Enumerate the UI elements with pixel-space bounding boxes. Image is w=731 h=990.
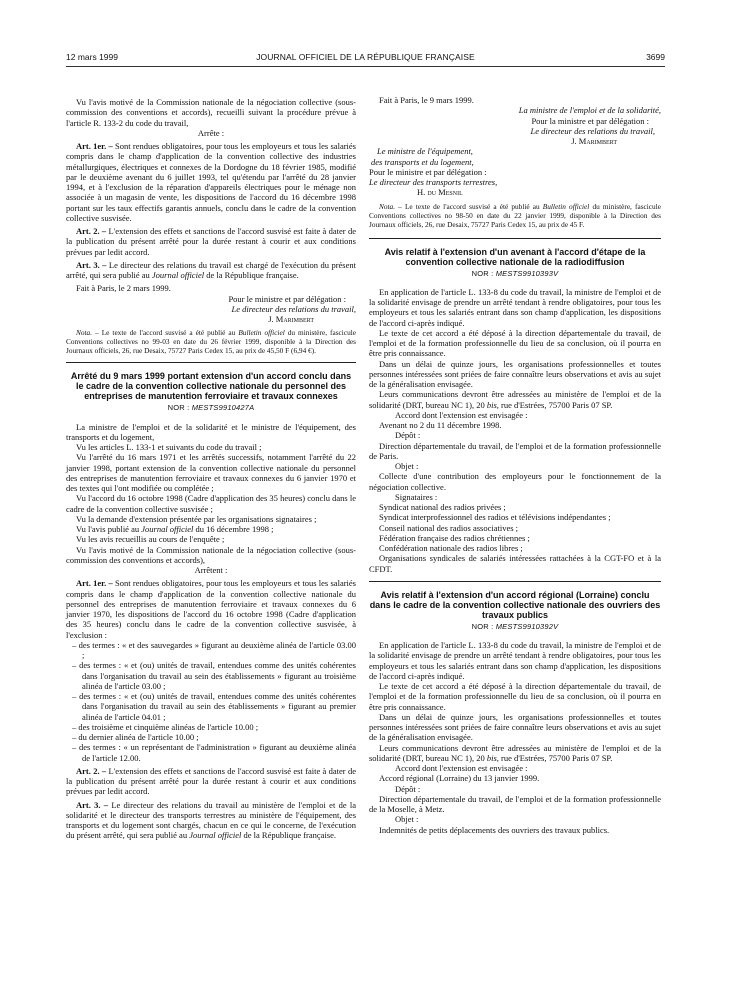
nor-label: NOR : [471,268,496,278]
arrete-heading: Arrête : [197,127,225,138]
avis-line: Accord régional (Lorraine) du 13 janvier 1999. [379,773,540,784]
signature-line: Pour la ministre et par délégation : [531,115,649,126]
visa-paragraph: Vu les avis recueillis au cours de l'enquête ; [76,534,225,545]
signataire: Conseil national des radios associatives ; [379,522,519,533]
fait-a-paris: Fait à Paris, le 9 mars 1999. [379,95,474,105]
visa-paragraph: Vu les articles L. 133-1 et suivants du code du travail ; [76,442,262,452]
avis-paragraph [369,743,661,764]
nor-code: MESTS9910427A [191,403,255,413]
avis-line: Indemnités de petits déplacements des ouvriers des travaux publics. [379,824,610,835]
avis-line: Direction départementale du travail, de l'emploi et de la formation professionnelle de Paris. [369,440,661,461]
article-text: de la République française. [204,270,299,280]
article-text: L'extension des effets et sanctions de l'accord susvisé est faite à dater de la publication du présent arrêté pour la durée restant à courir et aux conditions prévues par ledit accord. [66,226,356,257]
visa-paragraph: La ministre de l'emploi et de la solidarité et le ministre de l'équipement, des transports et du logement, [66,421,356,442]
article-label: Art. 2. – [76,226,107,236]
nota-label: Nota. – [76,328,99,338]
article-label: Art. 3. – [76,259,107,270]
nor-reference [369,622,661,632]
avis-label: Dépôt : [395,783,421,794]
header-page-number: 3699 [646,52,665,62]
nor-label: NOR : [471,621,496,631]
bis-text: bis [486,399,497,410]
exclusion-item: – des termes : « un représentant de l'administration » figurant au deuxième alinéa de l'article 12.00. [72,742,356,763]
signature-title: des transports et du logement, [371,156,474,167]
avis-text: , rue d'Estrées, 75700 Paris 07 SP. [496,399,613,410]
nor-label: NOR : [167,403,192,413]
signature-title: La ministre de l'emploi et de la solidarité, [518,105,661,116]
visa-paragraph: Vu la demande d'extension présentée par les organisations signataires ; [76,513,317,524]
article-text: Sont rendues obligatoires, pour tous les employeurs et tous les salariés compris dans le champ d'application de la convention collective nationale du personnel des entreprises de manutention ferroviaire et travaux connexes du 6 janvier 1970, les dispositions de l'accord du 16 octobre 1998 (Cadre d'application des 35 heures) conclu dans le cadre de la convention collective susvisée, à l'exclusion : [66,578,356,640]
avis-label: Accord dont l'extension est envisagée : [395,763,528,773]
avis-paragraph: En application de l'article L. 133-8 du code du travail, la ministre de l'emploi et de la solidarité envisage de prendre un arrêté tendant à rendre obligatoires, pour tous les employeurs et tous les salariés entrant dans son champ d'application, les dispositions de l'accord ci-après indiqué. [369,640,661,681]
signature-line: Pour le ministre et par délégation : [369,166,487,177]
avis-title: Avis relatif à l'extension d'un avenant à l'accord d'étape de la convention collective nationale de la radiodiffusion [384,246,646,267]
intro-paragraph: Vu l'avis motivé de la Commission nationale de la négociation collective (sous-commission des conventions et accords), recueilli suivant la procédure prévue à l'article R. 133-2 du code du travail, [66,97,356,128]
article-text: Le directeur des relations du travail au ministère de l'emploi et de la solidarité et le directeur des transports terrestres au ministère de l'équipement, des transports et du logement sont chargés, chacun en ce qui le concerne, de l'exécution du présent arrêté, qui sera publié au [66,799,356,841]
journal-officiel-ref: Journal officiel [189,830,242,841]
avis-paragraph: Dans un délai de quinze jours, les organisations professionnelles et toutes personnes intéressées sont priées de faire connaître leurs observations et avis au sujet de la généralisation envisagée. [369,358,661,389]
exclusion-item: – des termes : « et (ou) unités de travail, entendues comme des unités cohérentes dans l'organisation du travail au sein des établissements » figurant au troisième alinéa de l'article 03.00 ; [72,660,356,691]
avis-label: Signataires : [395,491,438,502]
avis-line: Collecte d'une contribution des employeurs pour le fonctionnement de la négociation collective. [369,471,661,492]
journal-officiel-ref: Journal officiel [141,524,194,534]
article-label: Art. 3. – [76,799,109,810]
signataire: Fédération française des radios chrétiennes ; [379,532,530,543]
avis-label: Accord dont l'extension est envisagée : [395,409,528,420]
exclusion-item: – des termes : « et des sauvegardes » figurant au deuxième alinéa de l'article 03.00 ; [72,639,356,660]
section-separator [369,581,661,582]
signature-name: J. Marimbert [571,136,617,146]
right-column [369,95,661,835]
section-separator [369,238,661,239]
article-2 [66,766,356,797]
bis-text: bis [486,752,497,763]
article-text: de la République française. [241,830,337,841]
avis-line: Direction départementale du travail, de l'emploi et de la formation professionnelle de la Moselle, à Metz. [369,793,661,814]
avis-text: Leurs communications devront être adressées au ministère de l'emploi et de la solidarité (DRT, bureau NC 1), 20 [369,742,661,763]
arrete-title: Arrêté du 9 mars 1999 portant extension d'un accord conclu dans le cadre de la convention collective nationale du personnel des entreprises de manutention ferroviaire et travaux connexes [70,371,352,402]
article-3 [66,260,356,281]
avis-paragraph: Dans un délai de quinze jours, les organisations professionnelles et toutes personnes intéressées sont priées de faire connaître leurs observations et avis au sujet de la généralisation envisagée. [369,711,661,743]
signature-name: J. Marimbert [268,314,314,324]
visa-text: Vu l'avis publié au [76,524,142,534]
signature-title: Le directeur des relations du travail, [231,303,356,314]
avis-paragraph: Le texte de cet accord a été déposé à la direction départementale du travail, de l'emploi et de la formation professionnelle du lieu de sa conclusion, où il pourra en être pris connaissance. [369,327,661,359]
avis-label: Objet : [395,461,419,471]
bulletin-officiel-ref: Bulletin officiel [238,328,285,338]
section-separator [66,362,356,363]
avis-label: Objet : [395,814,419,825]
visa-paragraph: Vu l'avis motivé de la Commission nationale de la négociation collective (sous-commission des conventions et accords), [66,544,356,565]
header-journal-title: JOURNAL OFFICIEL DE LA RÉPUBLIQUE FRANÇAISE [256,52,475,62]
signataire: Organisations syndicales de salariés intéressées rattachées à la CGT-FO et à la CFDT. [369,553,661,574]
nor-code: MESTS9910392V [495,621,559,631]
nor-reference [66,403,356,413]
header-rule [66,66,665,67]
signataire: Syndicat interprofessionnel des radios et télévisions indépendantes ; [379,512,611,523]
arretent-heading: Arrêtent : [194,565,228,575]
fait-a-paris: Fait à Paris, le 2 mars 1999. [76,283,171,294]
left-column [66,97,356,841]
visa-paragraph: Vu l'accord du 16 octobre 1998 (Cadre d'application des 35 heures) conclu dans le cadre de la convention collective susvisée ; [66,493,356,514]
signature-line: Pour le ministre et par délégation : [228,293,346,304]
journal-officiel-ref: Journal officiel [151,270,205,280]
exclusion-item: – des troisième et cinquième alinéas de l'article 10.00 ; [72,721,259,732]
visa-paragraph [66,524,356,534]
nota-label: Nota. – [379,201,402,211]
article-1 [66,578,356,640]
visa-text: du 16 décembre 1998 ; [193,524,274,534]
exclusion-item: – des termes : « et (ou) unités de travail, entendues comme des unités cohérentes dans l'organisation du travail au sein des établissements » figurant au premier alinéa de l'article 04.01 ; [72,691,356,722]
nor-reference [369,269,661,279]
signature-title: Le directeur des transports terrestres, [369,177,498,187]
avis-paragraph: Le texte de cet accord a été déposé à la direction départementale du travail, de l'emploi et de la formation professionnelle du lieu de sa conclusion, où il pourra en être pris connaissance. [369,681,661,712]
nor-code: MESTS9910393V [495,268,559,278]
nota-text: du ministère, fascicule Conventions collectives no 98-50 en date du 22 janvier 1999, disponible à la Direction des Journaux officiels, 26, rue Desaix, 75727 Paris Cedex 15, au prix de 45 F. [369,201,661,229]
article-text: Le directeur des relations du travail est chargé de l'exécution du présent arrêté, qui sera publié au [66,259,356,280]
nota [369,202,661,229]
signature-name: H. du Mesnil [417,187,463,198]
avis-paragraph: En application de l'article L. 133-8 du code du travail, la ministre de l'emploi et de la solidarité envisage de prendre un arrêté tendant à rendre obligatoires, pour tous les employeurs et tous les salariés entrant dans son champ d'application, les dispositions de l'accord ci-après indiqué. [369,286,661,328]
signature-title: Le ministre de l'équipement, [377,146,473,157]
avis-text: , rue d'Estrées, 75700 Paris 07 SP. [496,752,613,763]
nota-text: Le texte de l'accord susvisé a été publié au [401,201,543,211]
article-text: Sont rendues obligatoires, pour tous les employeurs et tous les salariés compris dans le champ d'application de la convention collective des industries métallurgiques, électriques et connexes de la Dordogne du 18 février 1985, modifié par le deuxième avenant du 6 juillet 1993, tel qu'étendu par l'arrêté du 28 janvier 1994, et à l'exclusion de la réparation d'appareils électriques pour le ménage non associée à un magasin de vente, les dispositions de l'accord du 16 décembre 1998 portant sur les taux effectifs garantis annuels, conclu dans le cadre de la convention collective susvisée. [66,141,356,223]
nota-text: du ministère, fascicule Conventions collectives no 99-03 en date du 26 février 1999, disponible à la Direction des Journaux officiels, 26, rue Desaix, 75727 Paris Cedex 15, au prix de 45,50 F (6,94 €). [66,328,356,356]
nota [66,328,356,355]
avis-text: Leurs communications devront être adressées au ministère de l'emploi et de la solidarité (DRT, bureau NC 1), 20 [369,389,661,410]
article-3 [66,800,356,841]
avis-paragraph [369,389,661,410]
article-text: L'extension des effets et sanctions de l'accord susvisé est faite à dater de la publication du présent arrêté pour la durée restant à courir et aux conditions prévues par ledit accord. [66,765,356,797]
signataire: Confédération nationale des radios libres ; [379,543,523,553]
article-label: Art. 1er. – [76,578,113,589]
avis-title: Avis relatif à l'extension d'un accord régional (Lorraine) conclu dans le cadre de la convention collective nationale des ouvriers des travaux publics [369,589,661,620]
signataire: Syndicat national des radios privées ; [379,502,506,512]
avis-line: Avenant no 2 du 11 décembre 1998. [379,420,502,430]
page-header [66,52,665,64]
avis-label: Dépôt : [395,430,421,441]
article-1 [66,141,356,223]
nota-text: Le texte de l'accord susvisé a été publié au [98,328,239,338]
article-label: Art. 2. – [76,765,107,776]
article-2 [66,226,356,257]
signature-title: Le directeur des relations du travail, [530,125,655,136]
visa-paragraph: Vu l'arrêté du 16 mars 1971 et les arrêtés successifs, notamment l'arrêté du 22 janvier 1998, portant extension de la convention collective nationale du personnel des entreprises de manutention ferroviaire et travaux connexes du 6 janvier 1970 et des textes qui l'ont modifiée ou complétée ; [66,452,356,493]
article-label: Art. 1er. – [76,141,113,151]
bulletin-officiel-ref: Bulletin officiel [542,201,590,211]
header-date: 12 mars 1999 [66,52,118,62]
exclusion-item: – du dernier alinéa de l'article 10.00 ; [72,732,199,742]
